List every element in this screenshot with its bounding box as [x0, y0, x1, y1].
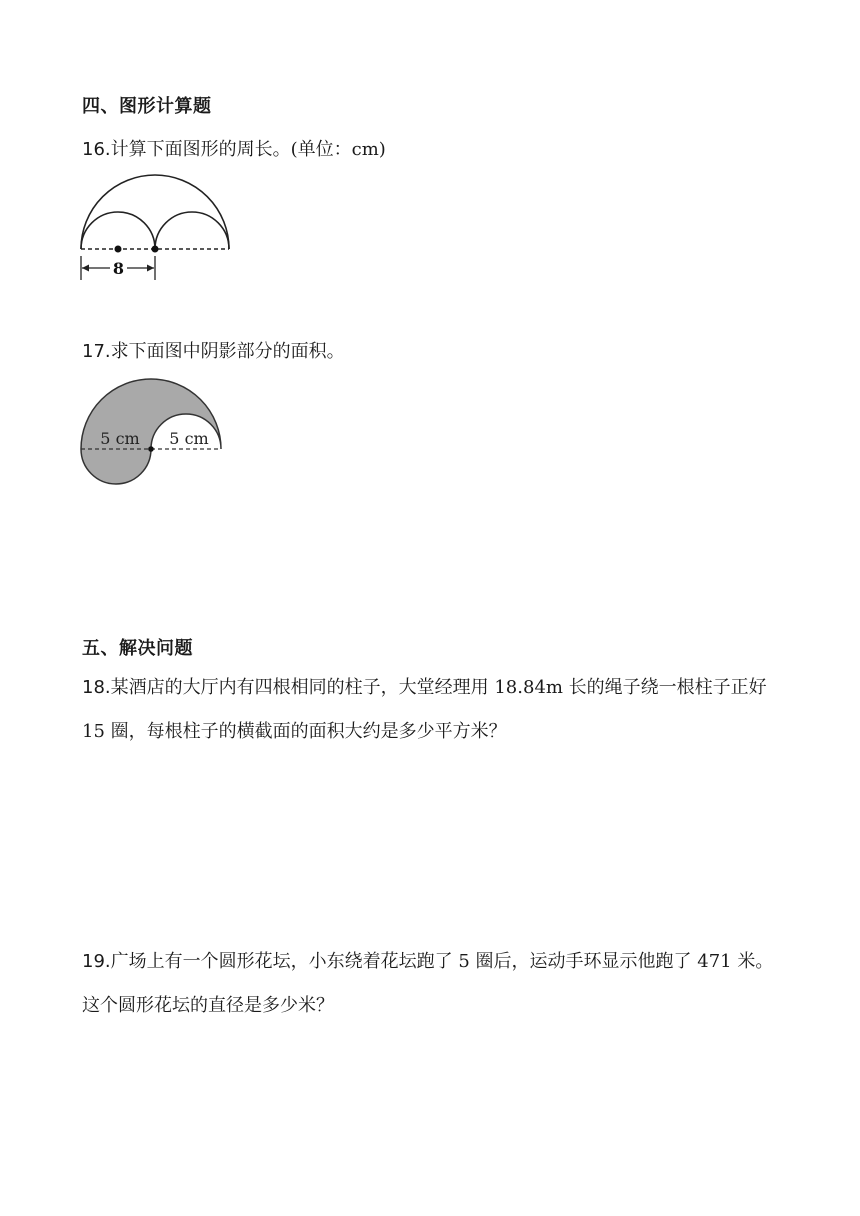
dimension-arrow-left	[82, 265, 89, 272]
figure-shaded-region	[76, 374, 226, 490]
question-19	[82, 940, 782, 1028]
large-semicircle-arc	[81, 175, 229, 249]
small-semicircle-arc-left	[81, 212, 155, 249]
radius-label-right: 5 cm	[169, 429, 209, 448]
center-dot-left	[115, 246, 122, 253]
question-number: 19.	[82, 951, 111, 972]
question-text: 计算下面图形的周长。(单位：cm)	[110, 139, 386, 160]
section-title-problem-solving: 五、解决问题	[82, 638, 193, 659]
question-number: 18.	[82, 677, 111, 698]
center-dot-middle	[152, 246, 159, 253]
figure-semicircles	[76, 172, 238, 284]
section-title-geometry: 四、图形计算题	[82, 96, 212, 117]
question-number: 16.	[82, 139, 111, 160]
question-text: 求下面图中阴影部分的面积。	[110, 341, 345, 362]
dimension-arrow-right	[147, 265, 154, 272]
radius-label-left: 5 cm	[100, 429, 140, 448]
question-16	[82, 128, 782, 172]
question-text: 广场上有一个圆形花坛，小东绕着花坛跑了 5 圈后，运动手环显示他跑了 471 米。这个圆形花坛的直径是多少米？	[82, 951, 774, 1016]
question-text: 某酒店的大厅内有四根相同的柱子，大堂经理用 18.84m 长的绳子绕一根柱子正好 15 圈，每根柱子的横截面的面积大约是多少平方米？	[82, 677, 767, 742]
question-18	[82, 666, 782, 754]
question-17	[82, 330, 782, 374]
question-number: 17.	[82, 341, 111, 362]
dimension-label: 8	[112, 259, 125, 278]
center-dot	[148, 446, 154, 452]
small-semicircle-arc-right	[155, 212, 229, 249]
